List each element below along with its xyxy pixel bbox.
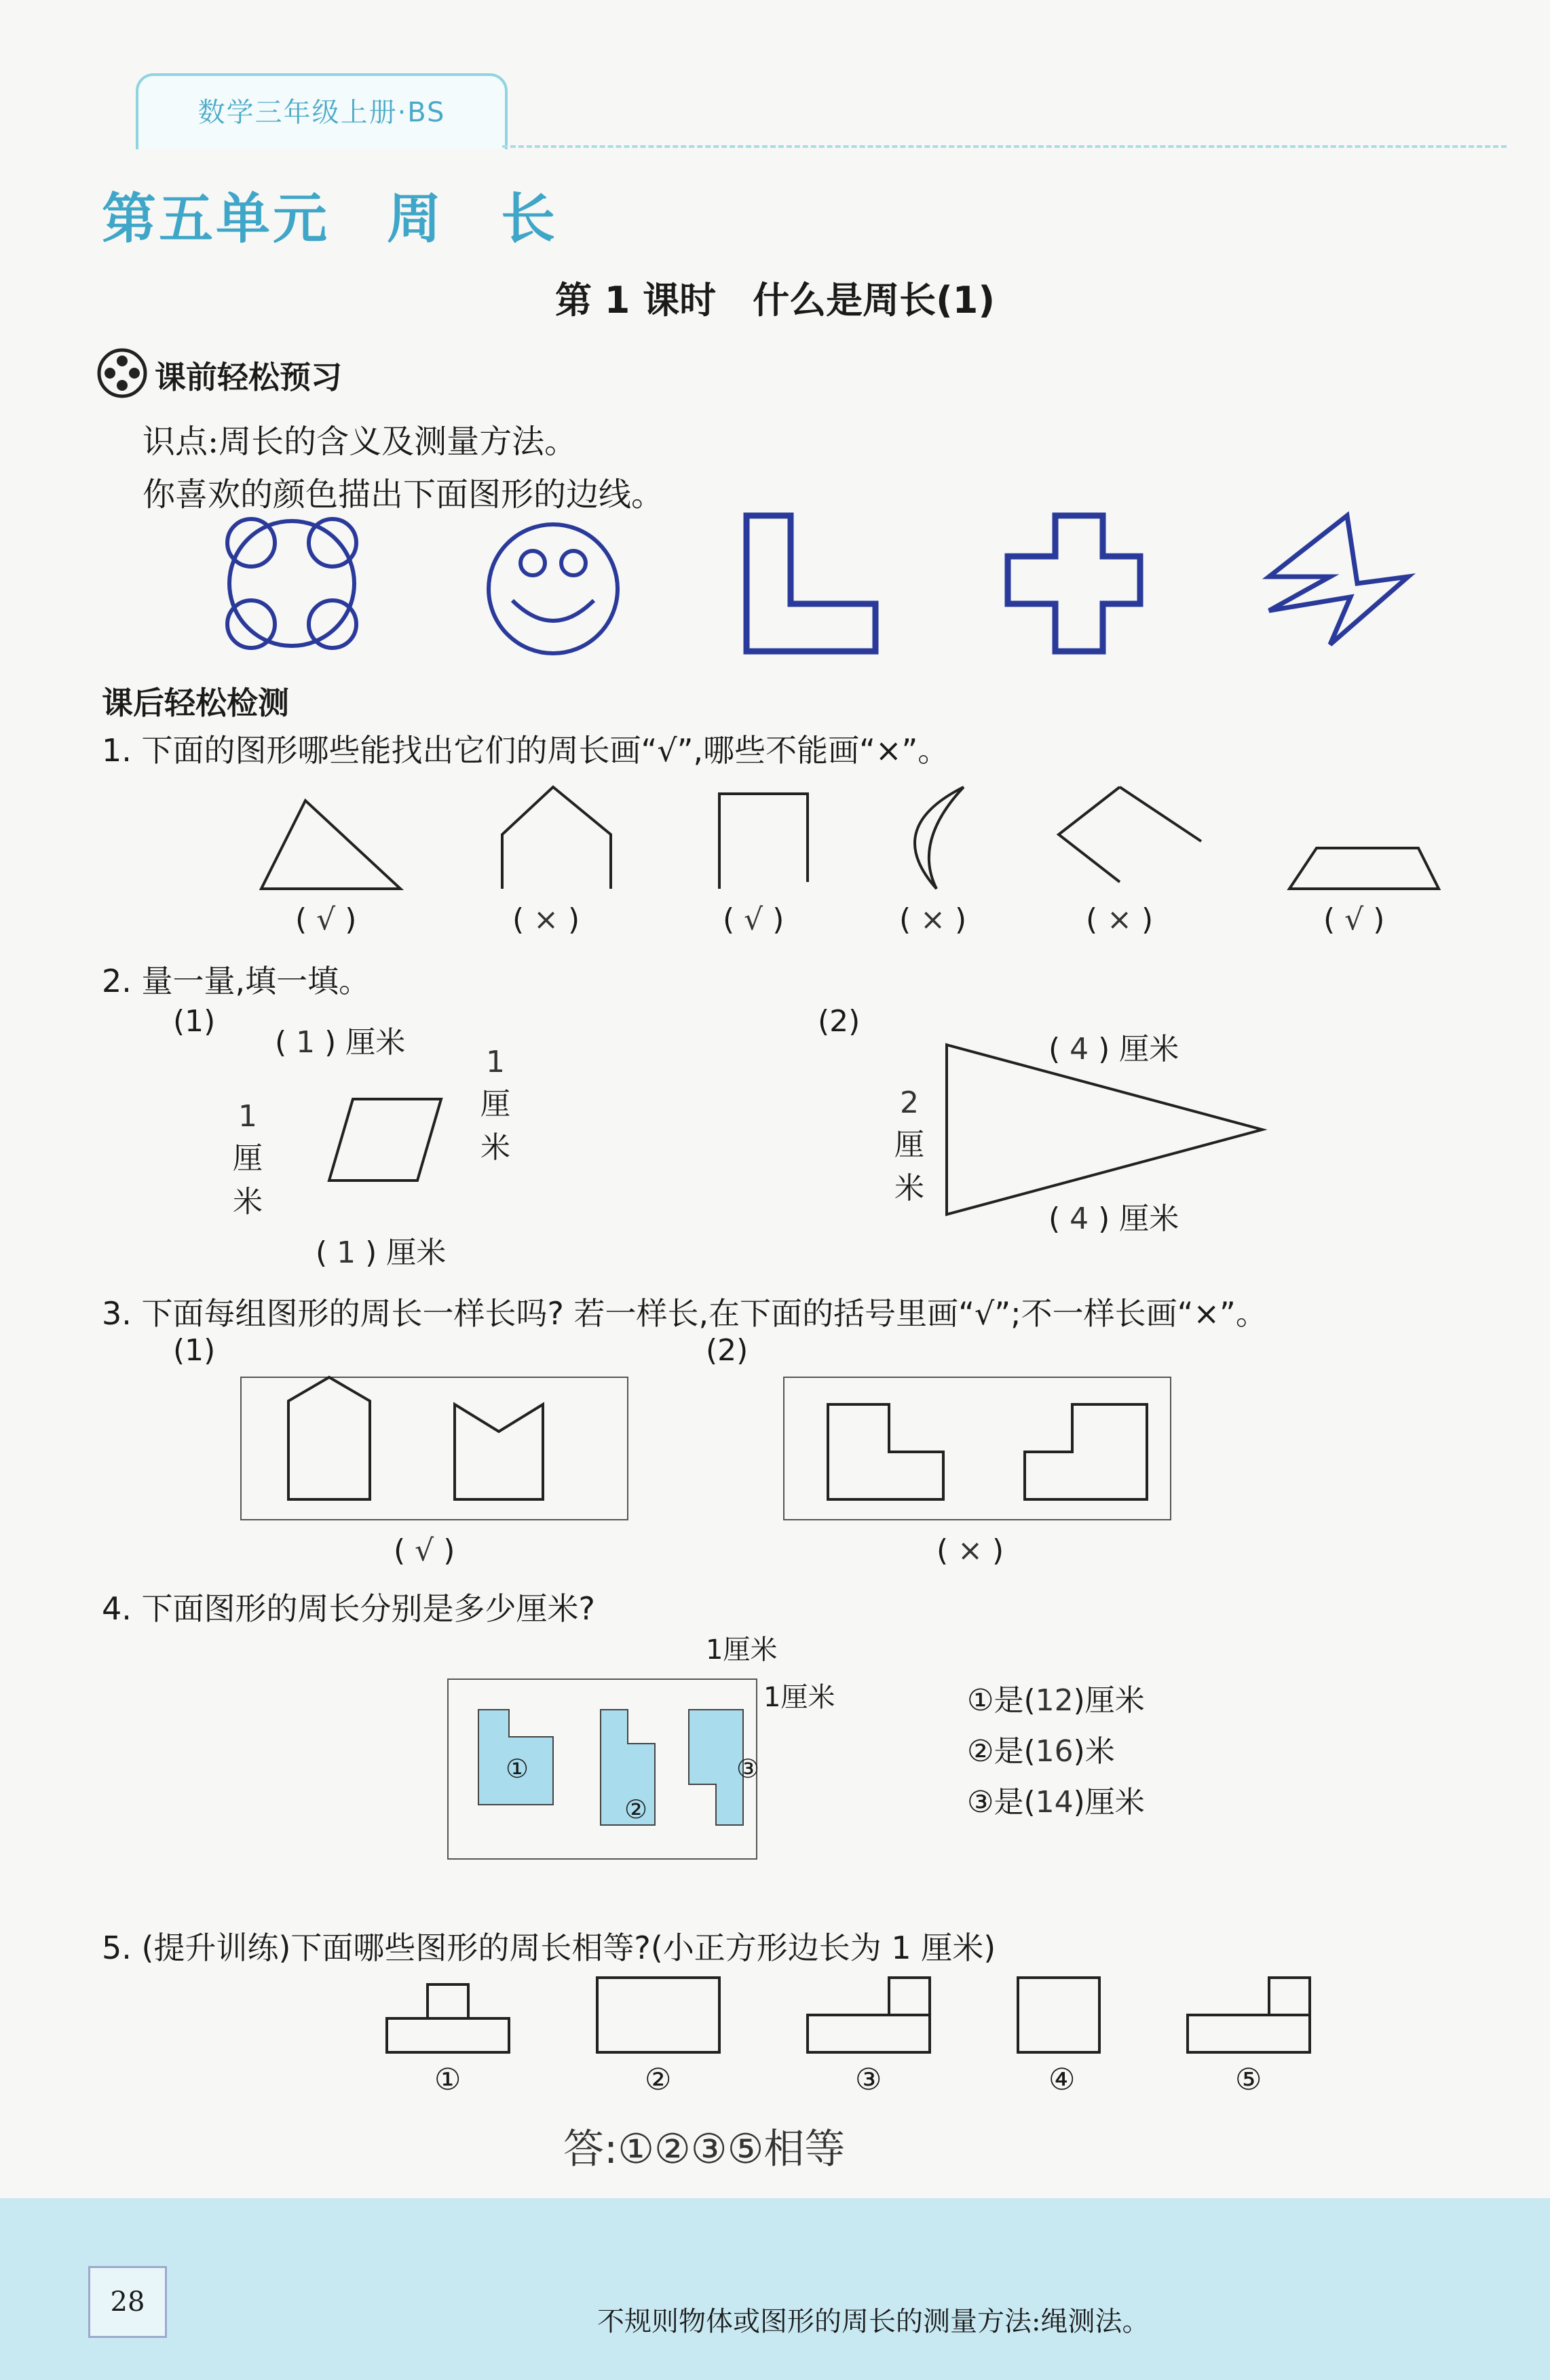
q4-shape-3: [689, 1710, 743, 1825]
q1-house-shape: [502, 787, 611, 889]
plus-shape: [1008, 516, 1140, 651]
q1-triangle: [261, 801, 400, 889]
q1-answer-1[interactable]: ( √ ): [295, 902, 357, 937]
q2-part2-label: (2): [818, 1004, 861, 1039]
unit-title: 第五单元 周 长: [102, 187, 558, 250]
smiley-shape: [489, 524, 618, 653]
book-tab: 数学三年级上册·BS: [136, 73, 508, 149]
knowledge-line: 识点:周长的含义及测量方法。: [143, 423, 578, 461]
q3-shape-1a: [288, 1377, 370, 1499]
q4-line-3[interactable]: ③是(14)厘米: [967, 1785, 1145, 1820]
q4-line-1[interactable]: ①是(12)厘米: [967, 1683, 1145, 1718]
q2-p2-bottom[interactable]: ( 4 ) 厘米: [1048, 1202, 1179, 1236]
q2-p1-top[interactable]: ( 1 ) 厘米: [275, 1025, 406, 1060]
q3-answer-2[interactable]: ( × ): [937, 1533, 1004, 1568]
q3-part2-label: (2): [706, 1333, 749, 1368]
q1-answer-4[interactable]: ( × ): [899, 902, 967, 937]
q2-p2-left[interactable]: 2 厘 米: [894, 1086, 924, 1206]
q2-text: 2. 量一量,填一填。: [102, 963, 371, 999]
q1-crescent: [915, 787, 964, 889]
q5-label-4: ④: [1048, 2062, 1076, 2097]
q5-handwritten-answer: 答:①②③⑤相等: [563, 2126, 846, 2173]
q3-shape-2a: [828, 1404, 943, 1499]
q3-text: 3. 下面每组图形的周长一样长吗? 若一样长,在下面的括号里画“√”;不一样长画“×”。: [102, 1295, 1267, 1332]
q1-answer-2[interactable]: ( × ): [512, 902, 580, 937]
q2-p1-bottom[interactable]: ( 1 ) 厘米: [316, 1235, 447, 1270]
l-shape: [746, 516, 875, 651]
flower-shape: [227, 519, 356, 648]
q5-figure-2: [597, 1978, 719, 2052]
q2-p2-top[interactable]: ( 4 ) 厘米: [1048, 1032, 1179, 1067]
q2-p1-right[interactable]: 1 厘 米: [480, 1045, 510, 1165]
q2-p1-left[interactable]: 1 厘 米: [233, 1099, 263, 1219]
q5-text: 5. (提升训练)下面哪些图形的周长相等?(小正方形边长为 1 厘米): [102, 1930, 996, 1966]
preview-instruction: 你喜欢的颜色描出下面图形的边线。: [143, 476, 664, 514]
q1-angle: [1059, 787, 1201, 882]
q2-part1-label: (1): [173, 1004, 216, 1039]
q1-answer-3[interactable]: ( √ ): [723, 902, 785, 937]
q1-trapezoid: [1289, 848, 1439, 889]
practice-heading: 课后轻松检测: [102, 685, 289, 721]
q3-shape-2b: [1025, 1404, 1147, 1499]
q4-line-2[interactable]: ②是(16)米: [967, 1734, 1115, 1769]
q5-label-1: ①: [434, 2062, 461, 2097]
footer-band: [0, 2198, 1550, 2380]
preview-heading: 课前轻松预习: [155, 359, 342, 396]
q5-label-5: ⑤: [1235, 2062, 1262, 2097]
q3-shape-1b: [455, 1404, 543, 1499]
footer-tip: 不规则物体或图形的周长的测量方法:绳测法。: [597, 2306, 1150, 2337]
q1-answer-6[interactable]: ( √ ): [1323, 902, 1385, 937]
q5-label-2: ②: [645, 2062, 672, 2097]
q5-figure-5: [1188, 1978, 1310, 2052]
page-number-box: 28: [88, 2266, 167, 2338]
q1-answer-5[interactable]: ( × ): [1086, 902, 1154, 937]
q4-marker-2: ②: [624, 1794, 648, 1824]
q5-label-3: ③: [855, 2062, 882, 2097]
q4-text: 4. 下面图形的周长分别是多少厘米?: [102, 1590, 595, 1627]
q4-scale-horizontal: 1厘米: [706, 1634, 778, 1666]
q1-text: 1. 下面的图形哪些能找出它们的周长画“√”,哪些不能画“×”。: [102, 732, 949, 769]
lightning-shape: [1269, 516, 1408, 645]
q3-part1-label: (1): [173, 1333, 216, 1368]
q4-marker-1: ①: [506, 1754, 529, 1784]
q2-triangle: [947, 1045, 1262, 1214]
q5-figure-1: [387, 1984, 509, 2052]
q4-scale-vertical: 1厘米: [763, 1682, 835, 1713]
q4-marker-3: ③: [736, 1754, 760, 1784]
q5-figure-4: [1018, 1978, 1099, 2052]
q3-answer-1[interactable]: ( √ ): [394, 1533, 455, 1568]
q1-square-open: [719, 794, 808, 889]
lesson-title: 第 1 课时 什么是周长(1): [554, 279, 996, 322]
q2-parallelogram: [329, 1099, 441, 1181]
q5-figure-3: [808, 1978, 930, 2052]
